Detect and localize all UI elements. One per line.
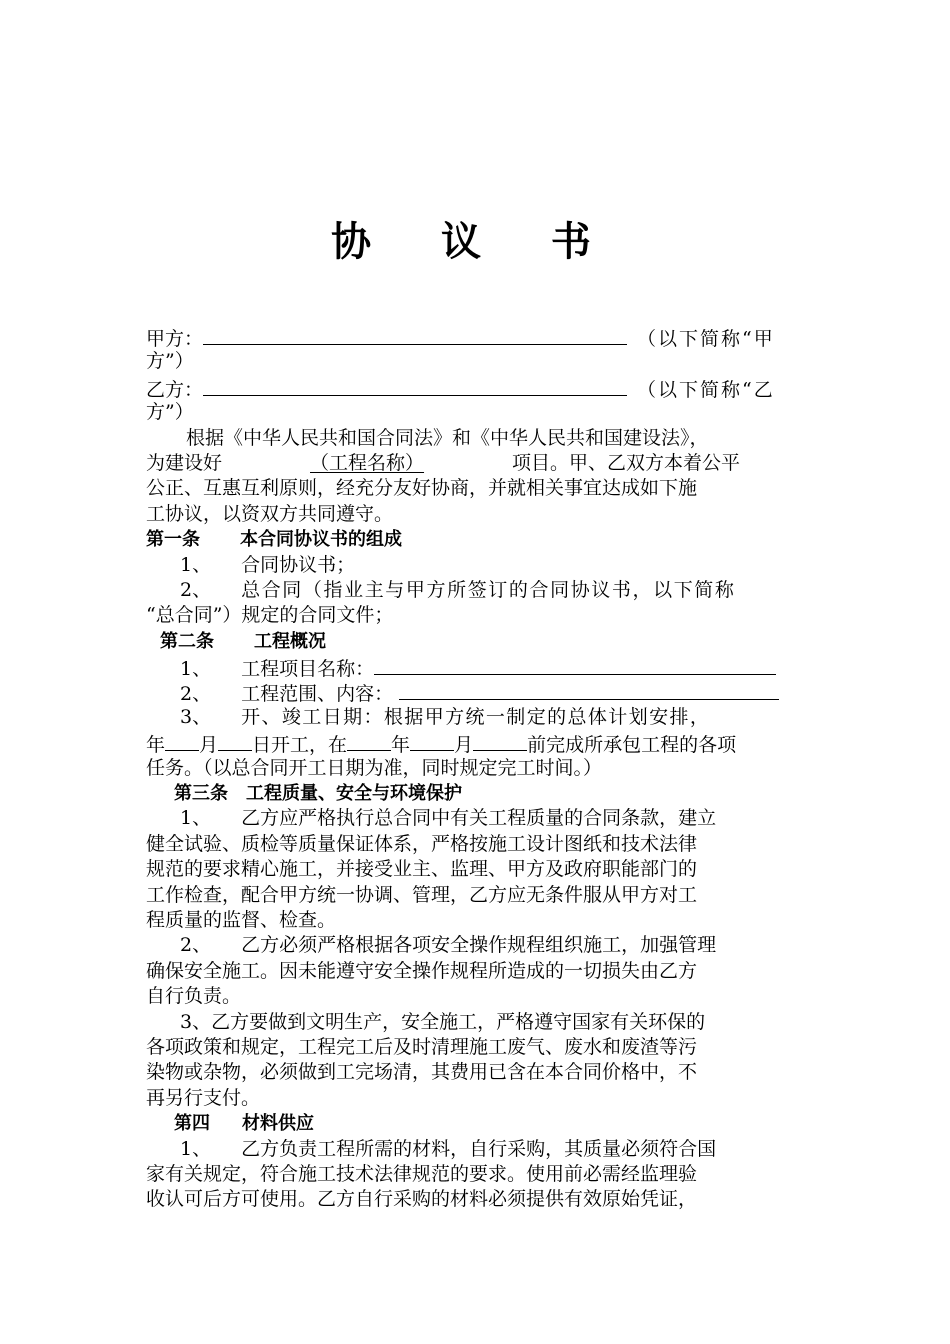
item-number: 1、 <box>180 658 212 681</box>
article-number: 第二条 <box>160 630 214 652</box>
preamble-line-4 <box>146 502 806 527</box>
document-body <box>146 324 806 1213</box>
article-3-item-1-cont <box>146 857 806 882</box>
project-name-field[interactable] <box>374 654 776 675</box>
item-text: 自行负责。 <box>146 985 242 1008</box>
article-3-item-3-cont <box>146 1060 806 1085</box>
end-day-blank[interactable] <box>473 730 527 751</box>
item-text: 乙方应严格执行总合同中有关工程质量的合同条款，建立 <box>241 807 717 830</box>
document-title: 协 议 书 <box>331 219 619 265</box>
project-name-blank[interactable] <box>222 452 512 474</box>
item-text: 工程项目名称： <box>241 658 375 681</box>
article-3-item-1-cont <box>146 908 806 933</box>
article-2-heading <box>146 629 806 654</box>
party-b-line-2 <box>146 400 806 425</box>
article-2-item-3-dates <box>146 730 806 755</box>
item-number: 1、 <box>180 807 212 830</box>
article-3-item-1-cont <box>146 832 806 857</box>
party-a-line <box>146 324 806 349</box>
article-2-item-1 <box>146 654 806 679</box>
article-title: 材料供应 <box>242 1113 314 1135</box>
article-3-item-2-cont <box>146 959 806 984</box>
item-text: 3、乙方要做到文明生产，安全施工，严格遵守国家有关环保的 <box>180 1010 706 1033</box>
item-number: 1、 <box>180 553 212 576</box>
item-text: 年 <box>146 734 166 757</box>
article-4-item-1 <box>146 1137 806 1162</box>
article-number: 第三条 <box>174 783 228 805</box>
party-a-suffix: （以下简称“甲 <box>637 328 775 350</box>
article-1-item-2-cont <box>146 603 806 628</box>
item-text: 各项政策和规定，工程完工后及时清理施工废气、废水和废渣等污 <box>146 1035 698 1058</box>
article-1-heading <box>146 527 806 552</box>
article-title: 工程质量、安全与环境保护 <box>246 783 462 805</box>
party-a-suffix-cont: 方”） <box>146 350 194 373</box>
article-2-item-2 <box>146 679 806 704</box>
scope-field[interactable] <box>399 679 779 700</box>
end-year-blank[interactable] <box>347 730 391 751</box>
item-text: 乙方必须严格根据各项安全操作规程组织施工，加强管理 <box>241 934 717 957</box>
item-text: 日开工，在 <box>252 734 348 757</box>
article-number: 第一条 <box>146 529 200 551</box>
item-text: 月 <box>199 734 219 757</box>
item-text: 健全试验、质检等质量保证体系，严格按施工设计图纸和技术法律 <box>146 832 698 855</box>
preamble-text: 工协议，以资双方共同遵守。 <box>146 502 394 525</box>
article-4-item-1-cont <box>146 1187 806 1212</box>
article-3-item-1-cont <box>146 883 806 908</box>
item-text: 工作检查，配合甲方统一协调、管理，乙方应无条件服从甲方对工 <box>146 883 698 906</box>
article-1-item-1 <box>146 553 806 578</box>
item-number: 1、 <box>180 1137 212 1160</box>
article-4-item-1-cont <box>146 1162 806 1187</box>
preamble-line-3 <box>146 476 806 501</box>
party-b-line <box>146 375 806 400</box>
article-2-item-3-cont <box>146 756 806 781</box>
item-number: 3、 <box>180 705 212 728</box>
article-title: 本合同协议书的组成 <box>240 529 402 551</box>
article-title: 工程概况 <box>254 630 326 652</box>
project-name-placeholder: （工程名称） <box>310 451 425 474</box>
preamble-text: 项目。甲、乙双方本着公平 <box>512 451 741 474</box>
preamble-line-1 <box>146 426 806 451</box>
start-day-blank[interactable] <box>218 730 252 751</box>
article-3-item-2 <box>146 933 806 958</box>
party-b-label: 乙方： <box>146 378 204 401</box>
article-1-item-2 <box>146 578 806 603</box>
party-b-blank[interactable] <box>203 375 627 396</box>
item-text: 收认可后方可使用。乙方自行采购的材料必须提供有效原始凭证， <box>146 1188 698 1211</box>
item-number: 2、 <box>180 934 212 957</box>
party-a-line-2 <box>146 349 806 374</box>
item-number: 2、 <box>180 578 212 601</box>
item-text: 总合同（指业主与甲方所签订的合同协议书，以下简称 <box>241 578 736 601</box>
item-text: 合同协议书； <box>241 553 356 576</box>
item-number: 2、 <box>180 683 212 706</box>
item-text: 前完成所承包工程的各项 <box>527 734 737 757</box>
party-b-suffix-cont: 方”） <box>146 401 194 424</box>
party-a-label: 甲方： <box>146 328 204 350</box>
preamble-line-2 <box>146 451 806 476</box>
end-month-blank[interactable] <box>410 730 454 751</box>
article-3-item-3-cont <box>146 1035 806 1060</box>
item-text: 年 <box>391 734 411 757</box>
preamble-text: 为建设好 <box>146 451 223 474</box>
item-text: 规范的要求精心施工，并接受业主、监理、甲方及政府职能部门的 <box>146 858 698 881</box>
article-3-heading <box>146 781 806 806</box>
article-3-item-1 <box>146 806 806 831</box>
item-text: “总合同”）规定的合同文件； <box>146 604 394 627</box>
item-text: 月 <box>454 734 474 757</box>
article-3-item-3 <box>146 1010 806 1035</box>
item-text: 家有关规定，符合施工技术法律规范的要求。使用前必需经监理验 <box>146 1162 698 1185</box>
article-3-item-2-cont <box>146 984 806 1009</box>
preamble-text: 公正、互惠互利原则，经充分友好协商，并就相关事宜达成如下施 <box>146 477 698 500</box>
item-text: 工程范围、内容： <box>241 683 394 706</box>
item-text: 再另行支付。 <box>146 1086 261 1109</box>
item-text: 乙方负责工程所需的材料，自行采购，其质量必须符合国 <box>241 1137 717 1160</box>
article-2-item-3 <box>146 705 806 730</box>
item-text: 程质量的监督、检查。 <box>146 908 337 931</box>
start-month-blank[interactable] <box>165 730 199 751</box>
party-b-suffix: （以下简称“乙 <box>637 378 775 401</box>
item-text: 染物或杂物，必须做到工完场清，其费用已含在本合同价格中，不 <box>146 1061 698 1084</box>
article-number: 第四 <box>174 1113 210 1135</box>
preamble-text: 根据《中华人民共和国合同法》和《中华人民共和国建设法》， <box>186 426 709 449</box>
item-text: 确保安全施工。因未能遵守安全操作规程所造成的一切损失由乙方 <box>146 959 698 982</box>
item-text: 任务。（以总合同开工日期为准，同时规定完工时间。） <box>146 756 603 779</box>
article-4-heading <box>146 1111 806 1136</box>
article-3-item-3-cont <box>146 1086 806 1111</box>
item-text: 开、竣工日期：根据甲方统一制定的总体计划安排， <box>241 705 711 728</box>
party-a-blank[interactable] <box>203 324 627 345</box>
